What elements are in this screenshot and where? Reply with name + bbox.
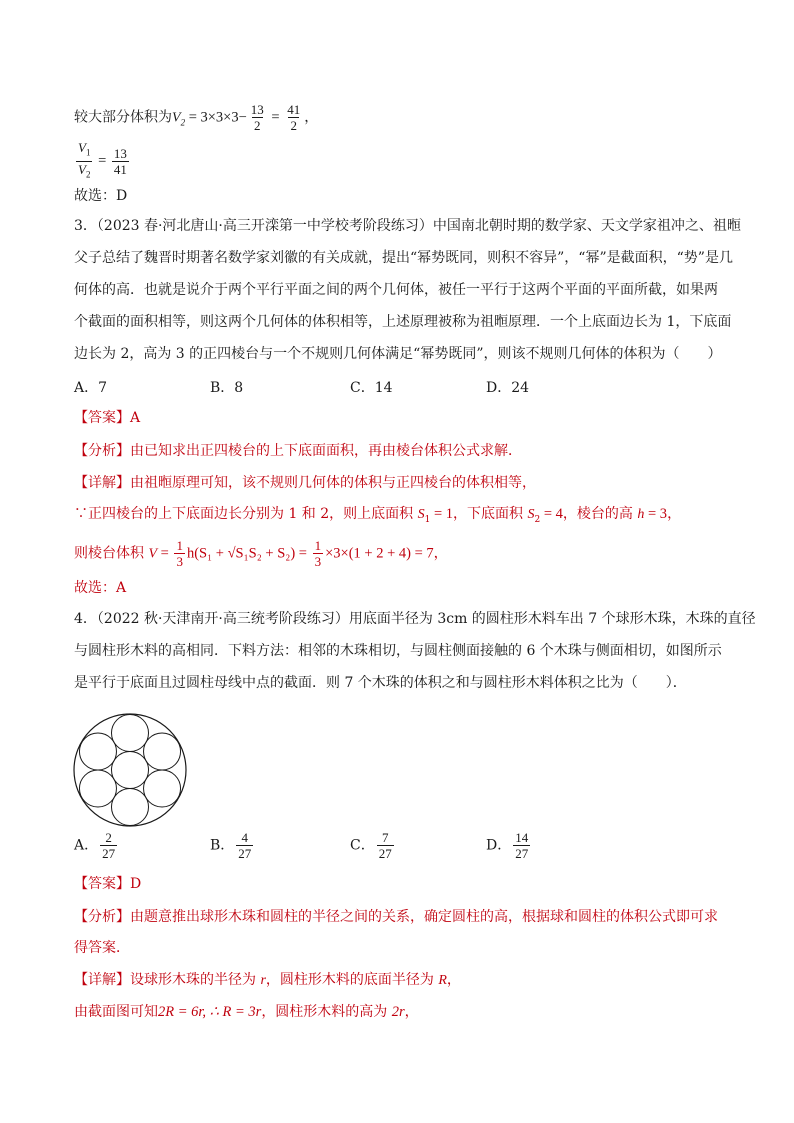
bead-center	[112, 752, 149, 789]
q3-detail-3: 则棱台体积 V = $\frac{1}{3}$ h(S₁ + √S₁S₂ + S₂) = $\frac{1}{3}$ ×3×(1 + 2 + 4) = 7，	[74, 538, 448, 569]
bead-outer	[144, 770, 181, 807]
q4-analysis-2: 得答案．	[74, 940, 130, 956]
fraction: $\frac{V_1}{V_2}$	[76, 140, 92, 182]
q4-line-2: 与圆柱形木料的高相同．下料方法：相邻的木珠相切，与圆柱侧面接触的 6 个木珠与侧面相切，如图所示	[74, 643, 722, 659]
q3-choose: 故选：A	[74, 580, 127, 596]
q4-line-1: 4．（2022 秋·天津南开·高三统考阶段练习）用底面半径为 3cm 的圆柱形木料车出 7 个球形木珠，木珠的直径	[74, 611, 756, 627]
q3-detail-2: ∵正四棱台的上下底面边长分别为 1 和 2，则上底面积 $S_1 = 1$，下底面积 $S_2 = 4$，棱台的高 h = 3，	[74, 506, 682, 525]
bead-outer	[144, 733, 181, 770]
q3-option-b[interactable]: B．8	[210, 380, 244, 396]
q3-line-2: 父子总结了魏晋时期著名数学家刘徽的有关成就，提出“幂势既同，则积不容异”，“幂”是截面积，“势”是几	[74, 250, 733, 266]
cross-section-figure	[72, 712, 188, 828]
bead-outer	[112, 715, 149, 752]
bead-outer	[112, 789, 149, 826]
bead-outer	[79, 733, 116, 770]
q4-detail: 【详解】设球形木珠的半径为 r，圆柱形木料的底面半径为 R，	[74, 972, 461, 988]
q4-option-c[interactable]: C． $\frac{7}{27}$	[350, 830, 392, 861]
fraction: $\frac{41}{2}$	[287, 102, 301, 133]
q3-line-4: 个截面的面积相等，则这两个几何体的体积相等，上述原理被称为祖暅原理．一个上底面边长为 1，下底面	[74, 314, 732, 330]
q3-option-a[interactable]: A．7	[74, 380, 108, 396]
q3-option-c[interactable]: C．14	[350, 380, 393, 396]
fraction: $\frac{2}{27}$	[102, 830, 116, 861]
q3-analysis: 【分析】由已知求出正四棱台的上下底面面积，再由棱台体积公式求解．	[74, 443, 522, 459]
q4-option-b[interactable]: B． $\frac{4}{27}$	[210, 830, 252, 861]
fraction: $\frac{13}{41}$	[113, 145, 127, 177]
q3-line-3: 何体的高．也就是说介于两个平行平面之间的两个几何体，被任一平行于这两个平面的平面所截，如果两	[74, 282, 718, 298]
fraction: $\frac{7}{27}$	[378, 830, 392, 861]
q4-analysis: 【分析】由题意推出球形木珠和圆柱的半径之间的关系，确定圆柱的高，根据球和圆柱的体积公式即可求	[74, 909, 718, 925]
bead-outer	[79, 770, 116, 807]
fraction: $\frac{1}{3}$	[176, 538, 183, 569]
q4-answer: 【答案】D	[74, 876, 142, 892]
q3-option-d[interactable]: D．24	[486, 380, 530, 396]
q3-answer: 【答案】A	[74, 410, 141, 426]
q4-line-3: 是平行于底面且过圆柱母线中点的截面．则 7 个木珠的体积之和与圆柱形木料体积之比为（ ）．	[74, 675, 687, 691]
volume-ratio: $\frac{V_1}{V_2}$ = $\frac{13}{41}$	[74, 140, 131, 182]
q4-option-d[interactable]: D． $\frac{14}{27}$	[486, 830, 529, 861]
q4-detail-2: 由截面图可知2R = 6r, ∴ R = 3r，圆柱形木料的高为 2r，	[74, 1004, 419, 1020]
cylinder-cross-section	[74, 714, 186, 826]
choose-line: 故选：D	[74, 188, 128, 204]
q3-line-5: 边长为 2，高为 3 的正四棱台与一个不规则几何体满足“幂势既同”，则该不规则几何体的体积为（ ）	[74, 346, 722, 362]
fraction: $\frac{13}{2}$	[250, 102, 264, 133]
q3-detail: 【详解】由祖暅原理可知，该不规则几何体的体积与正四棱台的体积相等，	[74, 475, 536, 491]
fraction: $\frac{4}{27}$	[238, 830, 252, 861]
fraction: $\frac{14}{27}$	[515, 830, 529, 861]
q4-option-a[interactable]: A． $\frac{2}{27}$	[74, 830, 116, 861]
fraction: $\frac{1}{3}$	[314, 538, 322, 569]
q3-line-1: 3．（2023 春·河北唐山·高三开滦第一中学校考阶段练习）中国南北朝时期的数学家、天文学家祖冲之、祖暅	[74, 218, 741, 234]
volume-larger-part: 较大部分体积为$V_2 = 3\times 3\times 3-$ $\frac{13}{2}$ = $\frac{41}{2}$ ，	[74, 102, 319, 133]
